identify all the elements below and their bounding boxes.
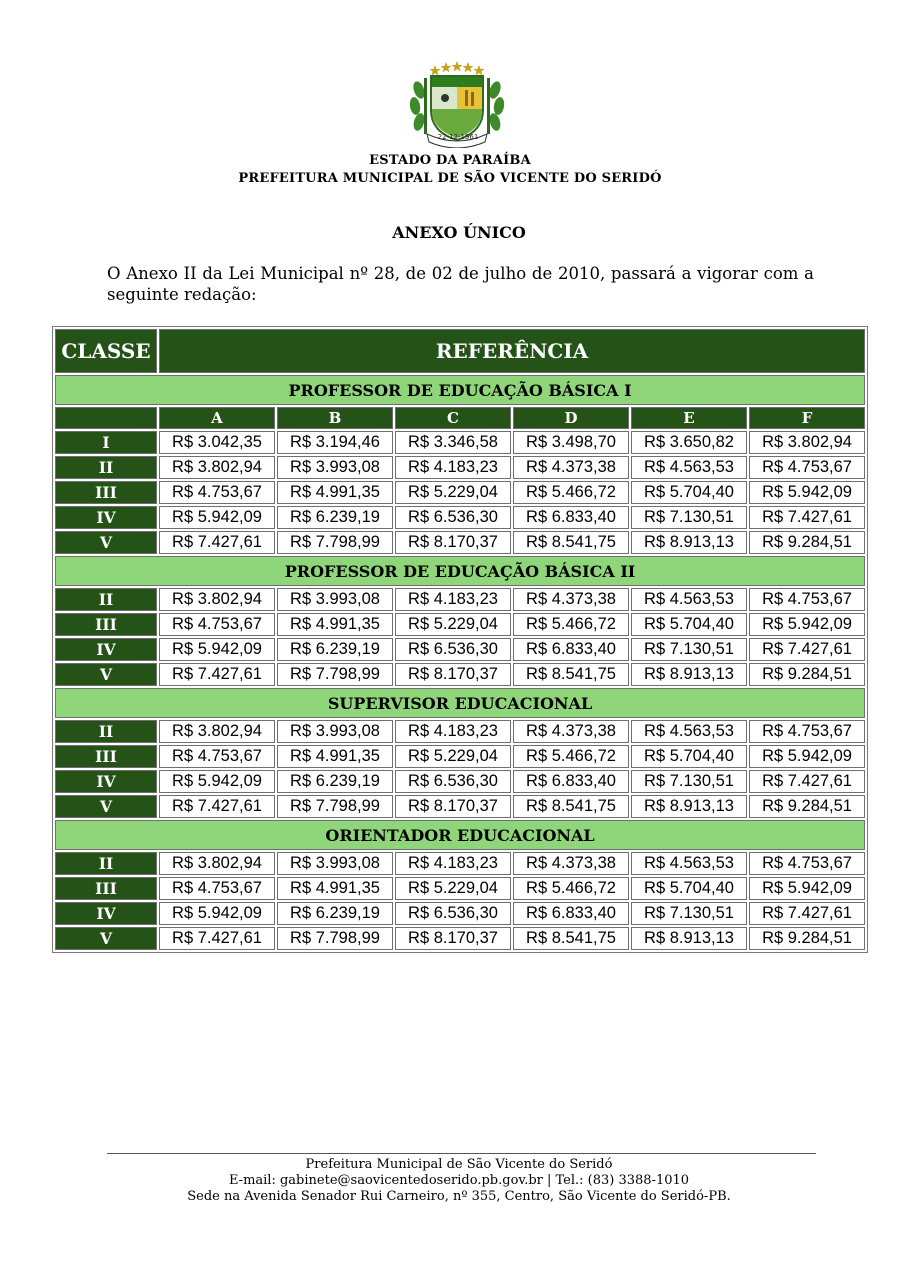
salary-cell: R$ 3.802,94 (159, 456, 275, 479)
salary-cell: R$ 7.798,99 (277, 531, 393, 554)
class-label: IV (55, 770, 157, 793)
salary-cell: R$ 8.170,37 (395, 663, 511, 686)
salary-cell: R$ 9.284,51 (749, 663, 865, 686)
salary-cell: R$ 5.466,72 (513, 877, 629, 900)
column-header: D (513, 407, 629, 429)
salary-cell: R$ 4.563,53 (631, 588, 747, 611)
salary-cell: R$ 6.239,19 (277, 506, 393, 529)
footer-address: Sede na Avenida Senador Rui Carneiro, nº 355, Centro, São Vicente do Seridó-PB. (187, 1189, 731, 1204)
table-row (55, 506, 865, 529)
table-row (55, 770, 865, 793)
salary-cell: R$ 5.229,04 (395, 877, 511, 900)
table-row (55, 588, 865, 611)
municipality-heading: PREFEITURA MUNICIPAL DE SÃO VICENTE DO SERIDÓ (238, 171, 662, 186)
footer-contact: E-mail: gabinete@saovicentedoserido.pb.gov.br | Tel.: (83) 3388-1010 (228, 1173, 690, 1188)
salary-cell: R$ 5.942,09 (159, 638, 275, 661)
reference-header: REFERÊNCIA (159, 329, 865, 373)
salary-cell: R$ 3.802,94 (159, 720, 275, 743)
salary-cell: R$ 8.913,13 (631, 927, 747, 950)
salary-cell: R$ 3.802,94 (749, 431, 865, 454)
table-row (55, 745, 865, 768)
crest-left-branch (409, 78, 427, 134)
salary-cell: R$ 6.833,40 (513, 770, 629, 793)
salary-cell: R$ 4.753,67 (159, 877, 275, 900)
salary-cell: R$ 5.704,40 (631, 745, 747, 768)
salary-cell: R$ 4.373,38 (513, 588, 629, 611)
salary-cell: R$ 8.170,37 (395, 531, 511, 554)
salary-cell: R$ 6.536,30 (395, 638, 511, 661)
salary-cell: R$ 7.427,61 (159, 927, 275, 950)
salary-cell: R$ 5.704,40 (631, 481, 747, 504)
salary-cell: R$ 6.833,40 (513, 506, 629, 529)
salary-cell: R$ 6.536,30 (395, 902, 511, 925)
salary-cell: R$ 7.427,61 (159, 531, 275, 554)
salary-cell: R$ 5.704,40 (631, 613, 747, 636)
salary-cell: R$ 7.130,51 (631, 638, 747, 661)
salary-cell: R$ 6.239,19 (277, 902, 393, 925)
state-heading: ESTADO DA PARAÍBA (369, 153, 531, 168)
table-row (55, 613, 865, 636)
salary-cell: R$ 6.536,30 (395, 770, 511, 793)
salary-cell: R$ 4.991,35 (277, 613, 393, 636)
salary-cell: R$ 8.541,75 (513, 663, 629, 686)
salary-cell: R$ 4.563,53 (631, 720, 747, 743)
class-label: IV (55, 902, 157, 925)
salary-cell: R$ 3.194,46 (277, 431, 393, 454)
salary-cell: R$ 4.991,35 (277, 481, 393, 504)
salary-cell: R$ 8.170,37 (395, 927, 511, 950)
salary-cell: R$ 5.704,40 (631, 877, 747, 900)
table-row (55, 795, 865, 818)
salary-cell: R$ 9.284,51 (749, 531, 865, 554)
salary-cell: R$ 8.913,13 (631, 663, 747, 686)
salary-cell: R$ 7.130,51 (631, 506, 747, 529)
table-row (55, 431, 865, 454)
table-row (55, 877, 865, 900)
salary-cell: R$ 4.753,67 (159, 613, 275, 636)
salary-cell: R$ 3.650,82 (631, 431, 747, 454)
salary-cell: R$ 5.466,72 (513, 613, 629, 636)
salary-cell: R$ 4.991,35 (277, 877, 393, 900)
salary-cell: R$ 3.498,70 (513, 431, 629, 454)
salary-cell: R$ 3.993,08 (277, 588, 393, 611)
table-row (55, 531, 865, 554)
salary-cell: R$ 3.346,58 (395, 431, 511, 454)
salary-cell: R$ 5.942,09 (749, 745, 865, 768)
column-header: A (159, 407, 275, 429)
class-label: V (55, 531, 157, 554)
salary-cell: R$ 5.466,72 (513, 745, 629, 768)
salary-cell: R$ 4.183,23 (395, 456, 511, 479)
salary-cell: R$ 8.170,37 (395, 795, 511, 818)
crest-shield (431, 76, 483, 140)
table-row (55, 481, 865, 504)
salary-cell: R$ 3.802,94 (159, 852, 275, 875)
salary-cell: R$ 4.183,23 (395, 852, 511, 875)
class-label: III (55, 877, 157, 900)
salary-cell: R$ 5.942,09 (749, 481, 865, 504)
salary-cell: R$ 3.993,08 (277, 720, 393, 743)
crest-right-branch (487, 78, 505, 134)
salary-cell: R$ 8.913,13 (631, 531, 747, 554)
salary-cell: R$ 8.913,13 (631, 795, 747, 818)
column-header: F (749, 407, 865, 429)
class-label: II (55, 588, 157, 611)
section-title: PROFESSOR DE EDUCAÇÃO BÁSICA I (55, 375, 865, 405)
footer-institution: Prefeitura Municipal de São Vicente do Seridó (305, 1157, 613, 1172)
salary-cell: R$ 6.239,19 (277, 638, 393, 661)
crest-date-label: 22-12-1961 (437, 133, 479, 141)
class-header: CLASSE (55, 329, 157, 373)
salary-cell: R$ 8.541,75 (513, 927, 629, 950)
salary-cell: R$ 7.130,51 (631, 902, 747, 925)
salary-cell: R$ 3.802,94 (159, 588, 275, 611)
column-header-blank (55, 407, 157, 429)
salary-cell: R$ 4.753,67 (749, 720, 865, 743)
salary-table (52, 326, 868, 953)
salary-cell: R$ 3.993,08 (277, 456, 393, 479)
class-label: I (55, 431, 157, 454)
salary-cell: R$ 5.466,72 (513, 481, 629, 504)
column-header: E (631, 407, 747, 429)
salary-cell: R$ 5.942,09 (159, 506, 275, 529)
table-row (55, 456, 865, 479)
class-label: III (55, 613, 157, 636)
section-title: SUPERVISOR EDUCACIONAL (55, 688, 865, 718)
salary-cell: R$ 4.991,35 (277, 745, 393, 768)
class-label: III (55, 745, 157, 768)
table-row (55, 852, 865, 875)
salary-cell: R$ 4.753,67 (749, 588, 865, 611)
table-row (55, 720, 865, 743)
salary-cell: R$ 7.798,99 (277, 663, 393, 686)
footer-divider (107, 1153, 816, 1154)
salary-cell: R$ 4.183,23 (395, 720, 511, 743)
crest-stars (430, 61, 485, 76)
column-header: C (395, 407, 511, 429)
salary-cell: R$ 6.239,19 (277, 770, 393, 793)
class-label: V (55, 795, 157, 818)
salary-cell: R$ 4.373,38 (513, 852, 629, 875)
salary-cell: R$ 5.942,09 (159, 770, 275, 793)
class-label: IV (55, 506, 157, 529)
salary-cell: R$ 9.284,51 (749, 795, 865, 818)
class-label: V (55, 927, 157, 950)
salary-cell: R$ 7.130,51 (631, 770, 747, 793)
salary-cell: R$ 5.942,09 (749, 877, 865, 900)
intro-paragraph: O Anexo II da Lei Municipal nº 28, de 02 de julho de 2010, passará a vigorar com a seguinte redação: (107, 264, 814, 304)
class-label: III (55, 481, 157, 504)
salary-cell: R$ 7.427,61 (159, 795, 275, 818)
table-row (55, 638, 865, 661)
salary-cell: R$ 7.798,99 (277, 927, 393, 950)
salary-cell: R$ 9.284,51 (749, 927, 865, 950)
class-label: IV (55, 638, 157, 661)
salary-cell: R$ 3.042,35 (159, 431, 275, 454)
salary-cell: R$ 4.753,67 (159, 745, 275, 768)
class-label: II (55, 852, 157, 875)
salary-cell: R$ 5.229,04 (395, 613, 511, 636)
salary-cell: R$ 7.427,61 (159, 663, 275, 686)
salary-cell: R$ 7.427,61 (749, 770, 865, 793)
class-label: II (55, 720, 157, 743)
salary-cell: R$ 6.536,30 (395, 506, 511, 529)
class-label: II (55, 456, 157, 479)
section-title: ORIENTADOR EDUCACIONAL (55, 820, 865, 850)
salary-cell: R$ 7.798,99 (277, 795, 393, 818)
salary-cell: R$ 5.229,04 (395, 481, 511, 504)
salary-cell: R$ 4.753,67 (749, 852, 865, 875)
table-row (55, 902, 865, 925)
class-label: V (55, 663, 157, 686)
document-title: ANEXO ÚNICO (392, 223, 526, 242)
salary-cell: R$ 3.993,08 (277, 852, 393, 875)
salary-cell: R$ 4.183,23 (395, 588, 511, 611)
salary-cell: R$ 4.563,53 (631, 456, 747, 479)
table-row (55, 663, 865, 686)
salary-cell: R$ 4.563,53 (631, 852, 747, 875)
salary-cell: R$ 7.427,61 (749, 902, 865, 925)
salary-cell: R$ 4.753,67 (159, 481, 275, 504)
salary-cell: R$ 7.427,61 (749, 638, 865, 661)
salary-cell: R$ 8.541,75 (513, 795, 629, 818)
salary-cell: R$ 4.753,67 (749, 456, 865, 479)
salary-cell: R$ 5.229,04 (395, 745, 511, 768)
salary-cell: R$ 7.427,61 (749, 506, 865, 529)
salary-cell: R$ 4.373,38 (513, 456, 629, 479)
salary-cell: R$ 6.833,40 (513, 902, 629, 925)
salary-cell: R$ 4.373,38 (513, 720, 629, 743)
table-row (55, 927, 865, 950)
salary-cell: R$ 8.541,75 (513, 531, 629, 554)
salary-cell: R$ 5.942,09 (159, 902, 275, 925)
section-title: PROFESSOR DE EDUCAÇÃO BÁSICA II (55, 556, 865, 586)
column-header: B (277, 407, 393, 429)
salary-cell: R$ 6.833,40 (513, 638, 629, 661)
salary-cell: R$ 5.942,09 (749, 613, 865, 636)
